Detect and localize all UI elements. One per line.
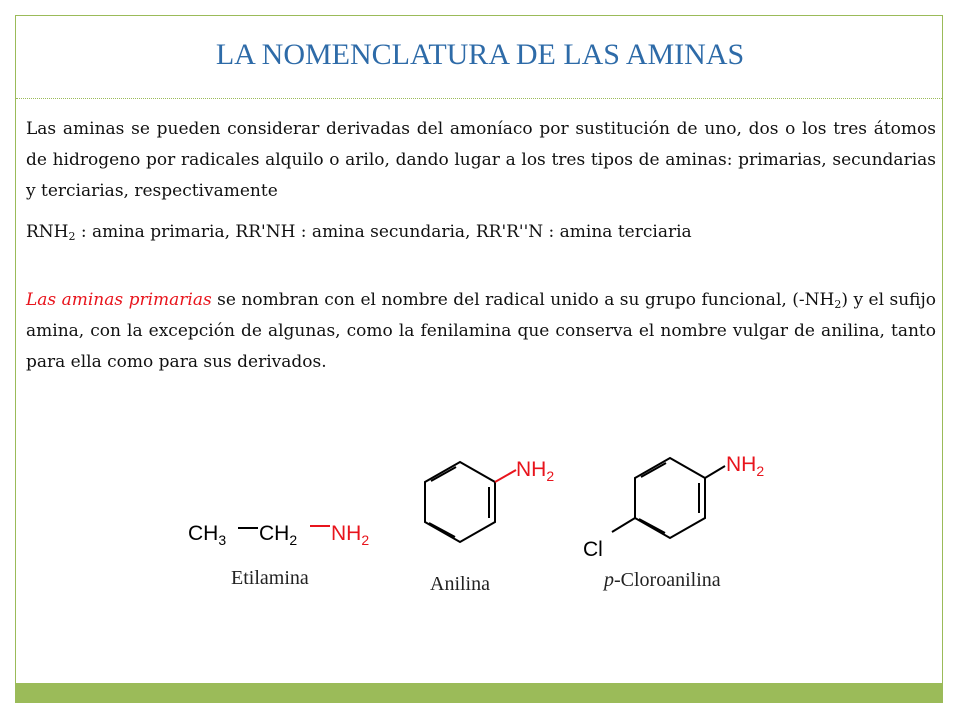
double-bond — [641, 463, 666, 477]
anilina-structure — [425, 462, 516, 542]
etilamina-ch2: $CH_2$ — [259, 522, 298, 548]
double-bond — [429, 523, 455, 537]
etilamina-structure — [188, 522, 369, 589]
benzene-ring — [635, 458, 705, 538]
etilamina-nh2: $NH_2$ — [331, 522, 370, 548]
etilamina-caption: Etilamina — [231, 567, 309, 589]
p3-text-1: se nombran con el nombre del radical unido a su grupo funcional, (-NH — [211, 290, 835, 310]
bond-line — [705, 466, 725, 478]
chlorine-label: Cl — [583, 538, 603, 561]
cloroanilina-caption: p-Cloroanilina — [604, 569, 721, 591]
footer-bar — [15, 683, 943, 703]
double-bond — [639, 519, 665, 533]
types-rest: : amina primaria, RR'NH : amina secundaria, RR'R''N : amina terciaria — [75, 222, 692, 242]
primary-amines-emphasis: Las aminas primarias — [26, 290, 212, 310]
etilamina-ch3: $CH_3$ — [188, 522, 227, 548]
intro-paragraph: Las aminas se pueden considerar derivadas del amoníaco por sustitución de uno, dos o los tres átomos de hidrogeno por radicales alquilo o arilo, dando lugar a los tres tipos de aminas: primarias, secundarias y terciarias, respectivamente — [26, 119, 936, 201]
bond-line-red — [495, 470, 516, 482]
p3-text-2: ) y el sufijo amina, con la excepción de algunas, como la fenilamina que conserva el nombre vulgar de anilina, tanto para ella como para sus derivados. — [26, 290, 936, 372]
anilina-caption: Anilina — [430, 573, 490, 595]
bond-line — [612, 518, 635, 532]
types-subscript: 2 — [68, 230, 76, 243]
anilina-nh2: $NH_2$ — [516, 458, 555, 484]
double-bond — [431, 467, 456, 481]
slide-title: LA NOMENCLATURA DE LAS AMINAS — [215, 38, 745, 71]
types-rnh: RNH — [26, 222, 69, 242]
cloroanilina-nh2: $NH_2$ — [726, 453, 765, 479]
benzene-ring — [425, 462, 495, 542]
cloroanilina-structure — [612, 458, 725, 538]
p3-subscript: 2 — [834, 298, 842, 311]
